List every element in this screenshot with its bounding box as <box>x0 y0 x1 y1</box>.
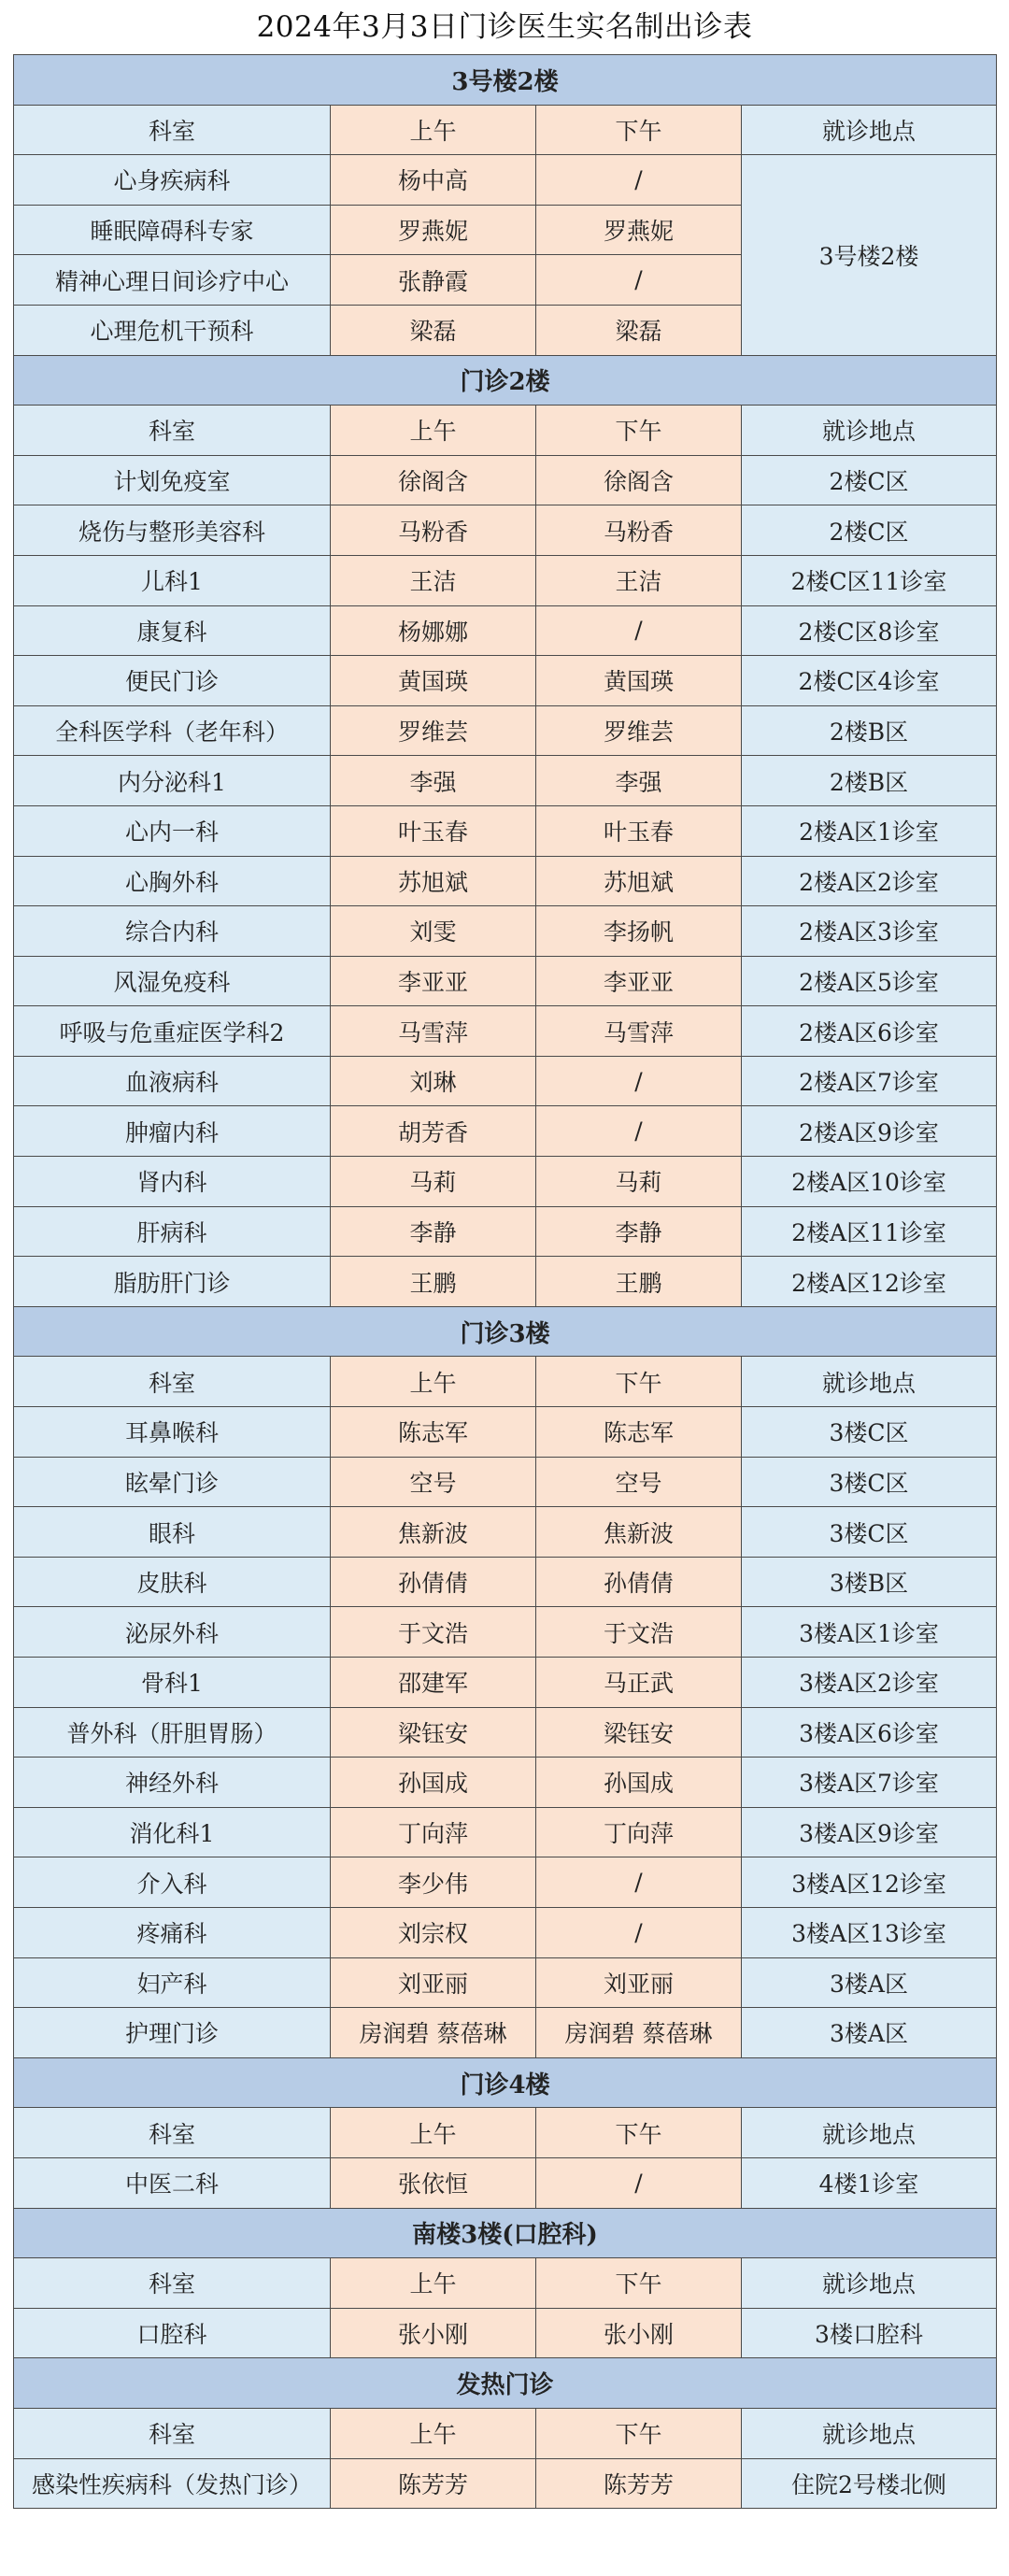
location-cell: 2楼C区 <box>742 455 997 505</box>
location-cell: 3楼A区2诊室 <box>742 1658 997 1708</box>
am-doctor-cell: 邵建军 <box>331 1658 536 1708</box>
am-doctor-cell: 梁磊 <box>331 305 536 355</box>
pm-doctor-cell: 王洁 <box>536 555 742 605</box>
location-cell: 2楼A区12诊室 <box>742 1257 997 1307</box>
pm-doctor-cell: / <box>536 255 742 306</box>
table-row <box>14 2008 997 2058</box>
location-cell: 3楼A区9诊室 <box>742 1807 997 1857</box>
am-doctor-cell: 刘宗权 <box>331 1907 536 1957</box>
location-cell: 2楼C区11诊室 <box>742 555 997 605</box>
dept-cell: 普外科（肝胆胃肠） <box>14 1707 331 1758</box>
am-doctor-cell: 罗维芸 <box>331 705 536 756</box>
section-header-row <box>14 2057 997 2108</box>
am-doctor-cell: 梁钰安 <box>331 1707 536 1758</box>
table-row <box>14 1257 997 1307</box>
am-doctor-cell: 杨中高 <box>331 155 536 206</box>
section-title: 南楼3楼(口腔科) <box>14 2208 997 2258</box>
dept-cell: 消化科1 <box>14 1807 331 1857</box>
am-doctor-cell: 刘琳 <box>331 1056 536 1106</box>
location-cell: 2楼C区 <box>742 505 997 556</box>
dept-cell: 肝病科 <box>14 1206 331 1257</box>
pm-doctor-cell: 于文浩 <box>536 1607 742 1658</box>
am-doctor-cell: 陈志军 <box>331 1407 536 1458</box>
table-row <box>14 1006 997 1057</box>
dept-cell: 眼科 <box>14 1507 331 1558</box>
table-row <box>14 1157 997 1207</box>
location-cell: 3楼C区 <box>742 1507 997 1558</box>
pm-doctor-cell: 孙国成 <box>536 1758 742 1808</box>
am-doctor-cell: 房润碧 蔡蓓琳 <box>331 2008 536 2058</box>
location-cell: 2楼A区2诊室 <box>742 856 997 906</box>
am-doctor-cell: 黄国瑛 <box>331 656 536 706</box>
pm-doctor-cell: / <box>536 605 742 656</box>
dept-cell: 心内一科 <box>14 805 331 856</box>
dept-cell: 睡眠障碍科专家 <box>14 205 331 255</box>
pm-doctor-cell: 黄国瑛 <box>536 656 742 706</box>
dept-cell: 肿瘤内科 <box>14 1106 331 1157</box>
am-doctor-cell: 丁向萍 <box>331 1807 536 1857</box>
column-header-location: 就诊地点 <box>742 2108 997 2158</box>
table-row <box>14 455 997 505</box>
table-row <box>14 1557 997 1607</box>
pm-doctor-cell: 焦新波 <box>536 1507 742 1558</box>
dept-cell: 耳鼻喉科 <box>14 1407 331 1458</box>
location-cell: 3楼A区7诊室 <box>742 1758 997 1808</box>
pm-doctor-cell: 李静 <box>536 1206 742 1257</box>
pm-doctor-cell: 叶玉春 <box>536 805 742 856</box>
location-cell: 3楼C区 <box>742 1457 997 1507</box>
pm-doctor-cell: 丁向萍 <box>536 1807 742 1857</box>
pm-doctor-cell: 王鹏 <box>536 1257 742 1307</box>
location-cell: 2楼C区4诊室 <box>742 656 997 706</box>
dept-cell: 神经外科 <box>14 1758 331 1808</box>
column-header-am: 上午 <box>331 2108 536 2158</box>
dept-cell: 内分泌科1 <box>14 756 331 806</box>
section-title: 门诊3楼 <box>14 1306 997 1357</box>
pm-doctor-cell: 徐阁含 <box>536 455 742 505</box>
column-header-dept: 科室 <box>14 1357 331 1407</box>
dept-cell: 心胸外科 <box>14 856 331 906</box>
dept-cell: 眩晕门诊 <box>14 1457 331 1507</box>
table-row <box>14 1206 997 1257</box>
table-row <box>14 1807 997 1857</box>
am-doctor-cell: 刘雯 <box>331 906 536 957</box>
table-row <box>14 856 997 906</box>
am-doctor-cell: 徐阁含 <box>331 455 536 505</box>
column-header-dept: 科室 <box>14 2108 331 2158</box>
column-header-pm: 下午 <box>536 105 742 155</box>
am-doctor-cell: 陈芳芳 <box>331 2458 536 2509</box>
pm-doctor-cell: 孙倩倩 <box>536 1557 742 1607</box>
column-header-pm: 下午 <box>536 2258 742 2309</box>
section-title: 3号楼2楼 <box>14 55 997 106</box>
location-cell: 3楼A区 <box>742 1957 997 2008</box>
table-row <box>14 1758 997 1808</box>
dept-cell: 疼痛科 <box>14 1907 331 1957</box>
dept-cell: 儿科1 <box>14 555 331 605</box>
table-row <box>14 1658 997 1708</box>
am-doctor-cell: 罗燕妮 <box>331 205 536 255</box>
pm-doctor-cell: / <box>536 155 742 206</box>
am-doctor-cell: 李强 <box>331 756 536 806</box>
table-row <box>14 1457 997 1507</box>
column-header-am: 上午 <box>331 2258 536 2309</box>
dept-cell: 计划免疫室 <box>14 455 331 505</box>
table-row <box>14 1056 997 1106</box>
section-header-row <box>14 2358 997 2409</box>
pm-doctor-cell: 苏旭斌 <box>536 856 742 906</box>
pm-doctor-cell: / <box>536 1857 742 1908</box>
am-doctor-cell: 杨娜娜 <box>331 605 536 656</box>
pm-doctor-cell: 李扬帆 <box>536 906 742 957</box>
column-header-am: 上午 <box>331 105 536 155</box>
column-header-dept: 科室 <box>14 2258 331 2309</box>
dept-cell: 心身疾病科 <box>14 155 331 206</box>
table-row <box>14 1407 997 1458</box>
location-cell: 2楼A区9诊室 <box>742 1106 997 1157</box>
table-row <box>14 956 997 1006</box>
dept-cell: 呼吸与危重症医学科2 <box>14 1006 331 1057</box>
am-doctor-cell: 于文浩 <box>331 1607 536 1658</box>
location-cell: 2楼A区6诊室 <box>742 1006 997 1057</box>
column-header-row <box>14 2108 997 2158</box>
schedule-table <box>13 54 997 2509</box>
dept-cell: 康复科 <box>14 605 331 656</box>
pm-doctor-cell: 罗燕妮 <box>536 205 742 255</box>
am-doctor-cell: 李静 <box>331 1206 536 1257</box>
dept-cell: 感染性疾病科（发热门诊） <box>14 2458 331 2509</box>
dept-cell: 综合内科 <box>14 906 331 957</box>
dept-cell: 血液病科 <box>14 1056 331 1106</box>
pm-doctor-cell: 马正武 <box>536 1658 742 1708</box>
column-header-row <box>14 105 997 155</box>
location-cell: 2楼B区 <box>742 705 997 756</box>
pm-doctor-cell: 马莉 <box>536 1157 742 1207</box>
location-cell: 3号楼2楼 <box>742 155 997 355</box>
column-header-row <box>14 2408 997 2458</box>
section-header-row <box>14 355 997 406</box>
am-doctor-cell: 焦新波 <box>331 1507 536 1558</box>
table-row <box>14 555 997 605</box>
column-header-location: 就诊地点 <box>742 2258 997 2309</box>
column-header-pm: 下午 <box>536 406 742 456</box>
am-doctor-cell: 王鹏 <box>331 1257 536 1307</box>
pm-doctor-cell: 马粉香 <box>536 505 742 556</box>
am-doctor-cell: 空号 <box>331 1457 536 1507</box>
table-row <box>14 155 997 206</box>
pm-doctor-cell: 梁钰安 <box>536 1707 742 1758</box>
dept-cell: 烧伤与整形美容科 <box>14 505 331 556</box>
table-row <box>14 605 997 656</box>
dept-cell: 皮肤科 <box>14 1557 331 1607</box>
am-doctor-cell: 李亚亚 <box>331 956 536 1006</box>
location-cell: 4楼1诊室 <box>742 2157 997 2208</box>
am-doctor-cell: 苏旭斌 <box>331 856 536 906</box>
column-header-row <box>14 2258 997 2309</box>
location-cell: 3楼B区 <box>742 1557 997 1607</box>
am-doctor-cell: 马粉香 <box>331 505 536 556</box>
dept-cell: 骨科1 <box>14 1658 331 1708</box>
table-row <box>14 1707 997 1758</box>
column-header-dept: 科室 <box>14 406 331 456</box>
location-cell: 3楼口腔科 <box>742 2308 997 2358</box>
location-cell: 2楼A区10诊室 <box>742 1157 997 1207</box>
dept-cell: 全科医学科（老年科） <box>14 705 331 756</box>
location-cell: 2楼A区7诊室 <box>742 1056 997 1106</box>
dept-cell: 精神心理日间诊疗中心 <box>14 255 331 306</box>
column-header-am: 上午 <box>331 1357 536 1407</box>
location-cell: 2楼A区1诊室 <box>742 805 997 856</box>
pm-doctor-cell: 刘亚丽 <box>536 1957 742 2008</box>
table-row <box>14 805 997 856</box>
location-cell: 3楼A区1诊室 <box>742 1607 997 1658</box>
section-header-row <box>14 2208 997 2258</box>
am-doctor-cell: 孙倩倩 <box>331 1557 536 1607</box>
table-row <box>14 1507 997 1558</box>
table-row <box>14 1857 997 1908</box>
am-doctor-cell: 孙国成 <box>331 1758 536 1808</box>
am-doctor-cell: 张静霞 <box>331 255 536 306</box>
table-row <box>14 656 997 706</box>
pm-doctor-cell: 陈芳芳 <box>536 2458 742 2509</box>
dept-cell: 妇产科 <box>14 1957 331 2008</box>
am-doctor-cell: 李少伟 <box>331 1857 536 1908</box>
column-header-row <box>14 1357 997 1407</box>
location-cell: 3楼A区 <box>742 2008 997 2058</box>
location-cell: 3楼C区 <box>742 1407 997 1458</box>
dept-cell: 脂肪肝门诊 <box>14 1257 331 1307</box>
pm-doctor-cell: 李强 <box>536 756 742 806</box>
section-header-row <box>14 55 997 106</box>
column-header-am: 上午 <box>331 2408 536 2458</box>
am-doctor-cell: 马雪萍 <box>331 1006 536 1057</box>
am-doctor-cell: 王洁 <box>331 555 536 605</box>
pm-doctor-cell: 李亚亚 <box>536 956 742 1006</box>
column-header-location: 就诊地点 <box>742 105 997 155</box>
table-row <box>14 906 997 957</box>
location-cell: 3楼A区13诊室 <box>742 1907 997 1957</box>
pm-doctor-cell: / <box>536 1907 742 1957</box>
table-row <box>14 1957 997 2008</box>
section-title: 门诊4楼 <box>14 2057 997 2108</box>
section-title: 发热门诊 <box>14 2358 997 2409</box>
dept-cell: 介入科 <box>14 1857 331 1908</box>
column-header-pm: 下午 <box>536 1357 742 1407</box>
column-header-location: 就诊地点 <box>742 1357 997 1407</box>
column-header-location: 就诊地点 <box>742 406 997 456</box>
location-cell: 住院2号楼北侧 <box>742 2458 997 2509</box>
pm-doctor-cell: 罗维芸 <box>536 705 742 756</box>
location-cell: 2楼C区8诊室 <box>742 605 997 656</box>
dept-cell: 便民门诊 <box>14 656 331 706</box>
location-cell: 2楼A区11诊室 <box>742 1206 997 1257</box>
dept-cell: 风湿免疫科 <box>14 956 331 1006</box>
section-title: 门诊2楼 <box>14 355 997 406</box>
dept-cell: 心理危机干预科 <box>14 305 331 355</box>
table-row <box>14 2157 997 2208</box>
table-row <box>14 756 997 806</box>
am-doctor-cell: 张依恒 <box>331 2157 536 2208</box>
location-cell: 3楼A区6诊室 <box>742 1707 997 1758</box>
dept-cell: 泌尿外科 <box>14 1607 331 1658</box>
pm-doctor-cell: / <box>536 2157 742 2208</box>
am-doctor-cell: 叶玉春 <box>331 805 536 856</box>
am-doctor-cell: 胡芳香 <box>331 1106 536 1157</box>
column-header-location: 就诊地点 <box>742 2408 997 2458</box>
pm-doctor-cell: 陈志军 <box>536 1407 742 1458</box>
table-row <box>14 2458 997 2509</box>
location-cell: 2楼A区3诊室 <box>742 906 997 957</box>
pm-doctor-cell: 张小刚 <box>536 2308 742 2358</box>
column-header-am: 上午 <box>331 406 536 456</box>
table-row <box>14 1607 997 1658</box>
pm-doctor-cell: 房润碧 蔡蓓琳 <box>536 2008 742 2058</box>
am-doctor-cell: 马莉 <box>331 1157 536 1207</box>
pm-doctor-cell: 马雪萍 <box>536 1006 742 1057</box>
am-doctor-cell: 刘亚丽 <box>331 1957 536 2008</box>
dept-cell: 口腔科 <box>14 2308 331 2358</box>
pm-doctor-cell: / <box>536 1056 742 1106</box>
section-header-row <box>14 1306 997 1357</box>
dept-cell: 护理门诊 <box>14 2008 331 2058</box>
table-row <box>14 2308 997 2358</box>
column-header-row <box>14 406 997 456</box>
table-row <box>14 505 997 556</box>
column-header-pm: 下午 <box>536 2408 742 2458</box>
page-title: 2024年3月3日门诊医生实名制出诊表 <box>256 10 753 44</box>
column-header-pm: 下午 <box>536 2108 742 2158</box>
pm-doctor-cell: 空号 <box>536 1457 742 1507</box>
location-cell: 2楼B区 <box>742 756 997 806</box>
column-header-dept: 科室 <box>14 105 331 155</box>
dept-cell: 肾内科 <box>14 1157 331 1207</box>
pm-doctor-cell: 梁磊 <box>536 305 742 355</box>
table-row <box>14 1907 997 1957</box>
pm-doctor-cell: / <box>536 1106 742 1157</box>
am-doctor-cell: 张小刚 <box>331 2308 536 2358</box>
column-header-dept: 科室 <box>14 2408 331 2458</box>
location-cell: 3楼A区12诊室 <box>742 1857 997 1908</box>
location-cell: 2楼A区5诊室 <box>742 956 997 1006</box>
table-row <box>14 705 997 756</box>
dept-cell: 中医二科 <box>14 2157 331 2208</box>
table-row <box>14 1106 997 1157</box>
